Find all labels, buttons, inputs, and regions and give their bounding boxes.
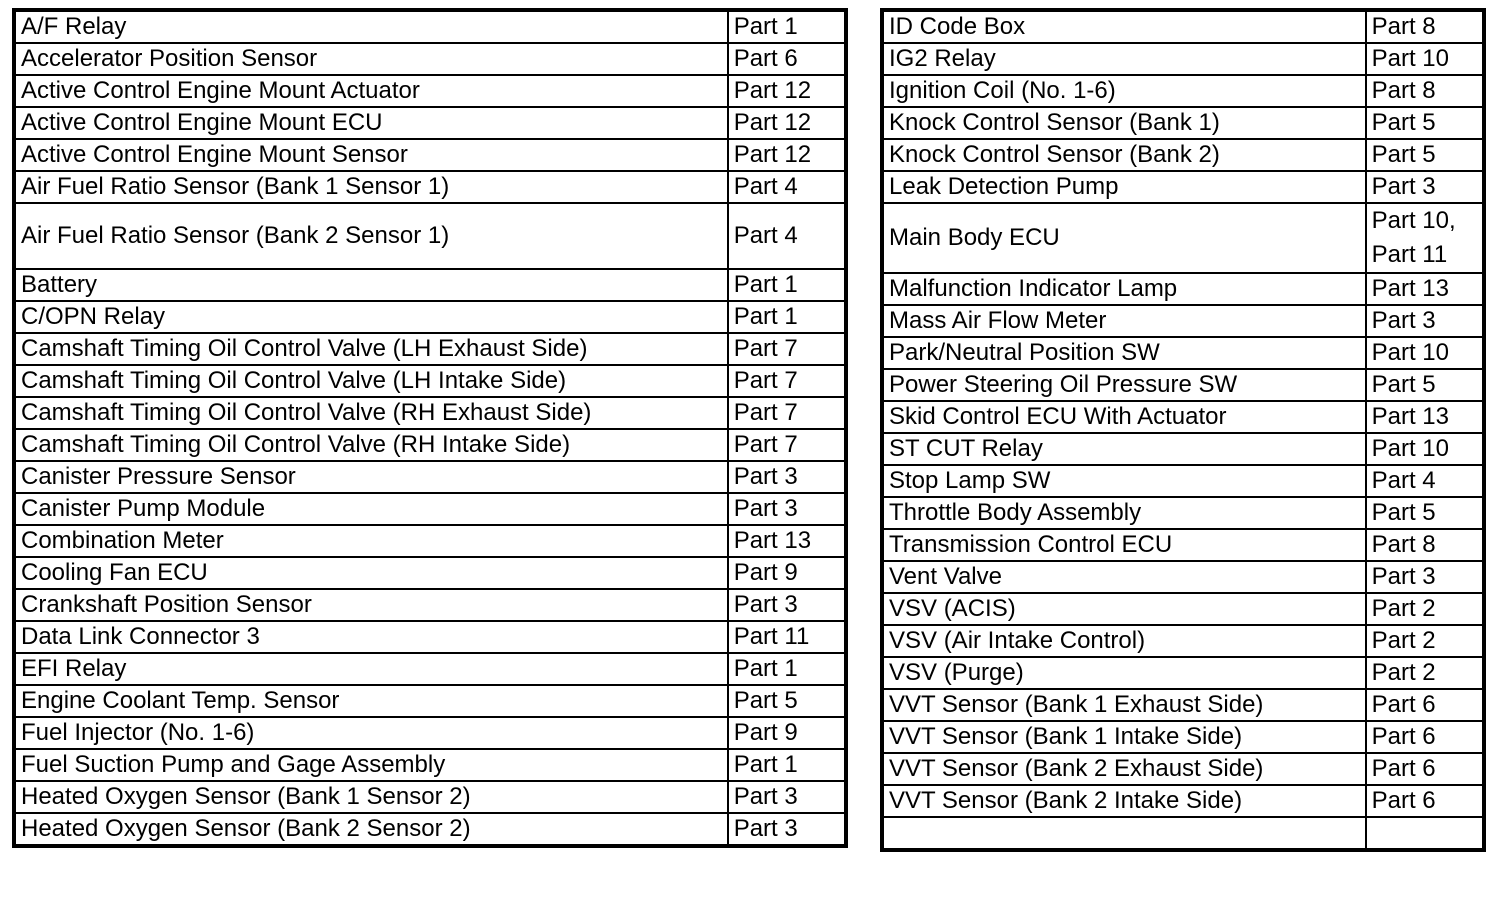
- table-row: [14, 461, 846, 493]
- part-reference-cell: Part 3: [728, 461, 846, 493]
- part-reference-cell: Part 12: [728, 75, 846, 107]
- part-reference-cell: Part 13: [1366, 401, 1484, 433]
- component-name-cell: Park/Neutral Position SW: [882, 337, 1366, 369]
- table-row: [882, 337, 1484, 369]
- table-row: [882, 785, 1484, 817]
- component-name-cell: Malfunction Indicator Lamp: [882, 273, 1366, 305]
- component-name-cell: Knock Control Sensor (Bank 1): [882, 107, 1366, 139]
- part-reference-cell: Part 10: [1366, 433, 1484, 465]
- table-row: [882, 721, 1484, 753]
- component-name-cell: VVT Sensor (Bank 1 Intake Side): [882, 721, 1366, 753]
- table-row: [14, 781, 846, 813]
- component-name-cell: Combination Meter: [14, 525, 728, 557]
- component-name-cell: VVT Sensor (Bank 2 Intake Side): [882, 785, 1366, 817]
- component-name-cell: ID Code Box: [882, 10, 1366, 43]
- table-row: [882, 369, 1484, 401]
- table-row: [882, 433, 1484, 465]
- part-reference-cell: Part 1: [728, 269, 846, 301]
- table-row: [14, 493, 846, 525]
- component-name-cell: Heated Oxygen Sensor (Bank 2 Sensor 2): [14, 813, 728, 846]
- component-name-cell: Active Control Engine Mount Sensor: [14, 139, 728, 171]
- component-index-table-right: [880, 8, 1486, 852]
- component-name-cell: [882, 817, 1366, 850]
- component-name-cell: Data Link Connector 3: [14, 621, 728, 653]
- component-name-cell: VSV (Air Intake Control): [882, 625, 1366, 657]
- component-name-cell: Air Fuel Ratio Sensor (Bank 1 Sensor 1): [14, 171, 728, 203]
- part-reference-cell: Part 3: [1366, 171, 1484, 203]
- component-name-cell: Transmission Control ECU: [882, 529, 1366, 561]
- part-reference-cell: Part 7: [728, 397, 846, 429]
- component-name-cell: Skid Control ECU With Actuator: [882, 401, 1366, 433]
- table-row: [14, 43, 846, 75]
- component-name-cell: Engine Coolant Temp. Sensor: [14, 685, 728, 717]
- table-row: [882, 689, 1484, 721]
- part-reference-cell: Part 3: [728, 493, 846, 525]
- table-row: [14, 813, 846, 846]
- part-reference-cell: Part 1: [728, 301, 846, 333]
- component-name-cell: Leak Detection Pump: [882, 171, 1366, 203]
- table-row: [14, 269, 846, 301]
- component-name-cell: Battery: [14, 269, 728, 301]
- part-reference-cell: Part 5: [1366, 497, 1484, 529]
- table-row: [882, 75, 1484, 107]
- table-row: [14, 653, 846, 685]
- part-reference-cell: Part 7: [728, 429, 846, 461]
- part-reference-cell: Part 3: [1366, 305, 1484, 337]
- table-row: [882, 107, 1484, 139]
- table-row: [14, 397, 846, 429]
- table-row: [882, 273, 1484, 305]
- table-row: [14, 621, 846, 653]
- component-name-cell: Knock Control Sensor (Bank 2): [882, 139, 1366, 171]
- part-reference-cell: Part 10, Part 11: [1366, 203, 1484, 273]
- table-row: [14, 171, 846, 203]
- table-row: [14, 203, 846, 269]
- component-name-cell: EFI Relay: [14, 653, 728, 685]
- part-reference-cell: Part 6: [1366, 721, 1484, 753]
- table-row: [882, 529, 1484, 561]
- component-name-cell: Stop Lamp SW: [882, 465, 1366, 497]
- component-name-cell: VVT Sensor (Bank 1 Exhaust Side): [882, 689, 1366, 721]
- component-name-cell: Camshaft Timing Oil Control Valve (RH Exhaust Side): [14, 397, 728, 429]
- table-row: [882, 753, 1484, 785]
- component-name-cell: VSV (Purge): [882, 657, 1366, 689]
- table-row: [14, 589, 846, 621]
- table-row: [14, 749, 846, 781]
- part-reference-cell: Part 12: [728, 139, 846, 171]
- table-row: [14, 301, 846, 333]
- part-reference-cell: Part 4: [1366, 465, 1484, 497]
- table-row: [14, 10, 846, 43]
- table-row: [14, 557, 846, 589]
- part-reference-cell: Part 6: [1366, 785, 1484, 817]
- part-reference-cell: Part 3: [728, 813, 846, 846]
- table-row: [14, 333, 846, 365]
- component-name-cell: IG2 Relay: [882, 43, 1366, 75]
- part-reference-cell: Part 3: [728, 589, 846, 621]
- component-name-cell: VSV (ACIS): [882, 593, 1366, 625]
- component-name-cell: Main Body ECU: [882, 203, 1366, 273]
- part-reference-cell: Part 10: [1366, 337, 1484, 369]
- table-row: [882, 593, 1484, 625]
- component-name-cell: Active Control Engine Mount ECU: [14, 107, 728, 139]
- component-name-cell: Canister Pump Module: [14, 493, 728, 525]
- table-row: [882, 203, 1484, 273]
- part-reference-cell: Part 6: [1366, 753, 1484, 785]
- part-reference-cell: Part 12: [728, 107, 846, 139]
- table-row: [882, 817, 1484, 850]
- table-row: [882, 465, 1484, 497]
- table-row: [14, 365, 846, 397]
- part-reference-cell: Part 2: [1366, 657, 1484, 689]
- part-reference-cell: Part 9: [728, 557, 846, 589]
- left-table-body: [14, 10, 846, 846]
- table-row: [882, 657, 1484, 689]
- component-name-cell: Ignition Coil (No. 1-6): [882, 75, 1366, 107]
- table-row: [882, 171, 1484, 203]
- table-row: [882, 497, 1484, 529]
- table-row: [14, 429, 846, 461]
- component-name-cell: ST CUT Relay: [882, 433, 1366, 465]
- part-reference-cell: Part 7: [728, 365, 846, 397]
- part-reference-cell: Part 1: [728, 10, 846, 43]
- component-name-cell: Air Fuel Ratio Sensor (Bank 2 Sensor 1): [14, 203, 728, 269]
- table-row: [882, 401, 1484, 433]
- part-reference-cell: Part 2: [1366, 593, 1484, 625]
- component-name-cell: Mass Air Flow Meter: [882, 305, 1366, 337]
- part-reference-cell: [1366, 817, 1484, 850]
- component-index-table-left: [12, 8, 848, 848]
- part-reference-cell: Part 5: [728, 685, 846, 717]
- right-table-body: [882, 10, 1484, 850]
- part-reference-cell: Part 7: [728, 333, 846, 365]
- component-name-cell: VVT Sensor (Bank 2 Exhaust Side): [882, 753, 1366, 785]
- part-reference-cell: Part 5: [1366, 107, 1484, 139]
- component-name-cell: Throttle Body Assembly: [882, 497, 1366, 529]
- part-reference-cell: Part 8: [1366, 10, 1484, 43]
- part-reference-cell: Part 13: [1366, 273, 1484, 305]
- component-name-cell: Accelerator Position Sensor: [14, 43, 728, 75]
- component-name-cell: Camshaft Timing Oil Control Valve (LH Exhaust Side): [14, 333, 728, 365]
- part-reference-cell: Part 8: [1366, 75, 1484, 107]
- component-name-cell: Canister Pressure Sensor: [14, 461, 728, 493]
- component-name-cell: Active Control Engine Mount Actuator: [14, 75, 728, 107]
- component-name-cell: Vent Valve: [882, 561, 1366, 593]
- component-name-cell: C/OPN Relay: [14, 301, 728, 333]
- table-row: [882, 561, 1484, 593]
- component-name-cell: Fuel Suction Pump and Gage Assembly: [14, 749, 728, 781]
- part-reference-cell: Part 10: [1366, 43, 1484, 75]
- table-row: [882, 139, 1484, 171]
- table-row: [882, 625, 1484, 657]
- part-reference-cell: Part 9: [728, 717, 846, 749]
- component-name-cell: Power Steering Oil Pressure SW: [882, 369, 1366, 401]
- table-row: [14, 139, 846, 171]
- table-row: [882, 10, 1484, 43]
- part-reference-cell: Part 1: [728, 749, 846, 781]
- part-reference-cell: Part 4: [728, 171, 846, 203]
- component-name-cell: Heated Oxygen Sensor (Bank 1 Sensor 2): [14, 781, 728, 813]
- part-reference-cell: Part 4: [728, 203, 846, 269]
- part-reference-cell: Part 11: [728, 621, 846, 653]
- part-reference-cell: Part 6: [1366, 689, 1484, 721]
- part-reference-cell: Part 1: [728, 653, 846, 685]
- component-name-cell: Camshaft Timing Oil Control Valve (LH Intake Side): [14, 365, 728, 397]
- component-name-cell: A/F Relay: [14, 10, 728, 43]
- table-row: [14, 107, 846, 139]
- part-reference-cell: Part 3: [1366, 561, 1484, 593]
- part-reference-cell: Part 13: [728, 525, 846, 557]
- part-reference-cell: Part 5: [1366, 369, 1484, 401]
- table-row: [882, 305, 1484, 337]
- part-reference-cell: Part 2: [1366, 625, 1484, 657]
- component-name-cell: Camshaft Timing Oil Control Valve (RH Intake Side): [14, 429, 728, 461]
- table-row: [14, 717, 846, 749]
- component-name-cell: Fuel Injector (No. 1-6): [14, 717, 728, 749]
- table-row: [14, 75, 846, 107]
- table-row: [14, 685, 846, 717]
- part-reference-cell: Part 8: [1366, 529, 1484, 561]
- part-reference-cell: Part 5: [1366, 139, 1484, 171]
- component-name-cell: Crankshaft Position Sensor: [14, 589, 728, 621]
- table-row: [882, 43, 1484, 75]
- component-name-cell: Cooling Fan ECU: [14, 557, 728, 589]
- table-row: [14, 525, 846, 557]
- part-reference-cell: Part 6: [728, 43, 846, 75]
- part-reference-cell: Part 3: [728, 781, 846, 813]
